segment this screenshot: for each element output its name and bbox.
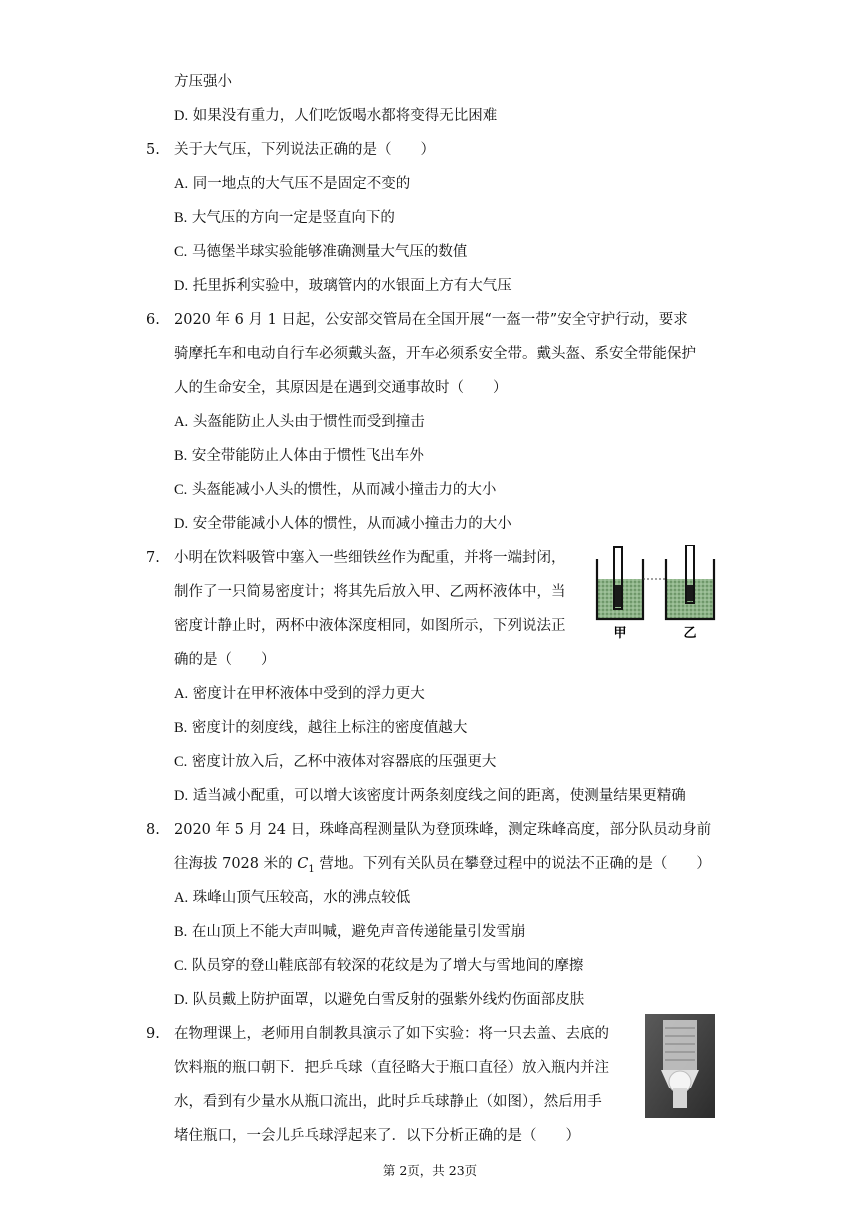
q8-option-d xyxy=(174,990,584,1010)
option-letter: D. xyxy=(174,278,189,294)
question-stem-line: 饮料瓶的瓶口朝下．把乒乓球（直径略大于瓶口直径）放入瓶内并注 xyxy=(174,1060,609,1076)
q7-option-c xyxy=(174,752,496,772)
question-stem-line: 水，看到有少量水从瓶口流出，此时乒乓球静止（如图），然后用手 xyxy=(174,1094,602,1110)
option-text: 密度计的刻度线，越往上标注的密度值越大 xyxy=(191,720,468,736)
option-text: 珠峰山顶气压较高，水的沸点较低 xyxy=(192,890,411,906)
option-text: 大气压的方向一定是竖直向下的 xyxy=(191,210,395,226)
option-text: 安全带能减小人体的惯性，从而减小撞击力的大小 xyxy=(192,516,512,532)
q7-option-d xyxy=(174,786,686,806)
question-stem-line: 2020 年 5 月 24 日，珠峰高程测量队为登顶珠峰，测定珠峰高度，部分队员动身前 xyxy=(174,822,712,838)
option-letter: D. xyxy=(174,992,189,1008)
option-text: 队员穿的登山鞋底部有较深的花纹是为了增大与雪地间的摩擦 xyxy=(191,958,584,974)
question-stem: 关于大气压，下列说法正确的是（ ） xyxy=(174,142,435,158)
option-text: 密度计放入后，乙杯中液体对容器底的压强更大 xyxy=(191,754,497,770)
option-letter: D. xyxy=(174,108,189,124)
stem-part: 营地。下列有关队员在攀登过程中的说法不正确的是（ ） xyxy=(319,856,711,872)
q7-option-b xyxy=(174,718,467,738)
question-stem-line-with-camp xyxy=(174,854,711,880)
option-text: 头盔能防止人头由于惯性而受到撞击 xyxy=(192,414,425,430)
question-stem-line: 小明在饮料吸管中塞入一些细铁丝作为配重，并将一端封闭， xyxy=(174,550,566,566)
question-number: 7. xyxy=(146,550,160,566)
option-letter: D. xyxy=(174,516,189,532)
stem-part: 往海拔 7028 米的 xyxy=(174,856,293,872)
q6-option-d xyxy=(174,514,512,534)
camp-letter: C xyxy=(297,856,309,872)
bottle-photo xyxy=(645,1014,715,1118)
option-text: 密度计在甲杯液体中受到的浮力更大 xyxy=(192,686,425,702)
option-letter: C. xyxy=(174,244,188,260)
q4-option-d xyxy=(174,106,497,126)
option-letter: C. xyxy=(174,754,188,770)
camp-subscript: 1 xyxy=(308,863,315,875)
q5-option-c xyxy=(174,242,467,262)
option-letter: D. xyxy=(174,788,189,804)
option-letter: B. xyxy=(174,924,188,940)
option-text: 适当减小配重，可以增大该密度计两条刻度线之间的距离，使测量结果更精确 xyxy=(192,788,686,804)
question-number: 5. xyxy=(146,142,160,158)
q6-option-c xyxy=(174,480,496,500)
q5-option-a xyxy=(174,174,410,194)
page-footer: 第 2页，共 23页 xyxy=(382,1163,478,1178)
option-text: 同一地点的大气压不是固定不变的 xyxy=(192,176,411,192)
option-text: 如果没有重力，人们吃饭喝水都将变得无比困难 xyxy=(192,108,498,124)
beaker-jia xyxy=(597,547,643,619)
question-stem-line: 密度计静止时，两杯中液体深度相同，如图所示，下列说法正 xyxy=(174,618,566,634)
figure-label-yi: 乙 xyxy=(683,626,697,641)
q6-option-a xyxy=(174,412,425,432)
q8-option-a xyxy=(174,888,410,908)
option-letter: B. xyxy=(174,720,188,736)
figure-label-jia: 甲 xyxy=(613,626,627,641)
option-letter: B. xyxy=(174,210,188,226)
option-text: 头盔能减小人头的惯性，从而减小撞击力的大小 xyxy=(191,482,497,498)
option-letter: C. xyxy=(174,482,188,498)
option-text: 马德堡半球实验能够准确测量大气压的数值 xyxy=(191,244,468,260)
question-stem-line: 制作了一只简易密度计；将其先后放入甲、乙两杯液体中，当 xyxy=(174,584,566,600)
question-stem-line: 骑摩托车和电动自行车必须戴头盔，开车必须系安全带。戴头盔、系安全带能保护 xyxy=(174,346,696,362)
question-stem-line: 确的是（ ） xyxy=(174,652,276,668)
option-letter: A. xyxy=(174,686,189,702)
question-stem-line: 人的生命安全，其原因是在遇到交通事故时（ ） xyxy=(174,380,508,396)
q8-option-c xyxy=(174,956,583,976)
question-number: 8. xyxy=(146,822,160,838)
option-text: 安全带能防止人体由于惯性飞出车外 xyxy=(191,448,424,464)
q5-option-b xyxy=(174,208,395,228)
option-letter: B. xyxy=(174,448,188,464)
q7-option-a xyxy=(174,684,425,704)
option-text: 队员戴上防护面罩，以避免白雪反射的强紫外线灼伤面部皮肤 xyxy=(192,992,585,1008)
beaker-yi xyxy=(666,545,714,619)
q5-option-d xyxy=(174,276,512,296)
q6-option-b xyxy=(174,446,424,466)
question-stem-line: 2020 年 6 月 1 日起，公安部交管局在全国开展“一盔一带”安全守护行动，要求 xyxy=(174,312,688,328)
question-number: 6. xyxy=(146,312,160,328)
density-meter-figure xyxy=(594,545,718,665)
option-text: 在山顶上不能大声叫喊，避免声音传递能量引发雪崩 xyxy=(191,924,526,940)
q8-option-b xyxy=(174,922,525,942)
option-letter: C. xyxy=(174,958,188,974)
option-letter: A. xyxy=(174,176,189,192)
option-text: 托里拆利实验中，玻璃管内的水银面上方有大气压 xyxy=(192,278,512,294)
continuation-text: 方压强小 xyxy=(174,74,232,90)
option-letter: A. xyxy=(174,414,189,430)
question-stem-line: 堵住瓶口，一会儿乒乓球浮起来了．以下分析正确的是（ ） xyxy=(174,1128,580,1144)
option-letter: A. xyxy=(174,890,189,906)
question-stem-line: 在物理课上，老师用自制教具演示了如下实验：将一只去盖、去底的 xyxy=(174,1026,609,1042)
question-number: 9. xyxy=(146,1026,160,1042)
